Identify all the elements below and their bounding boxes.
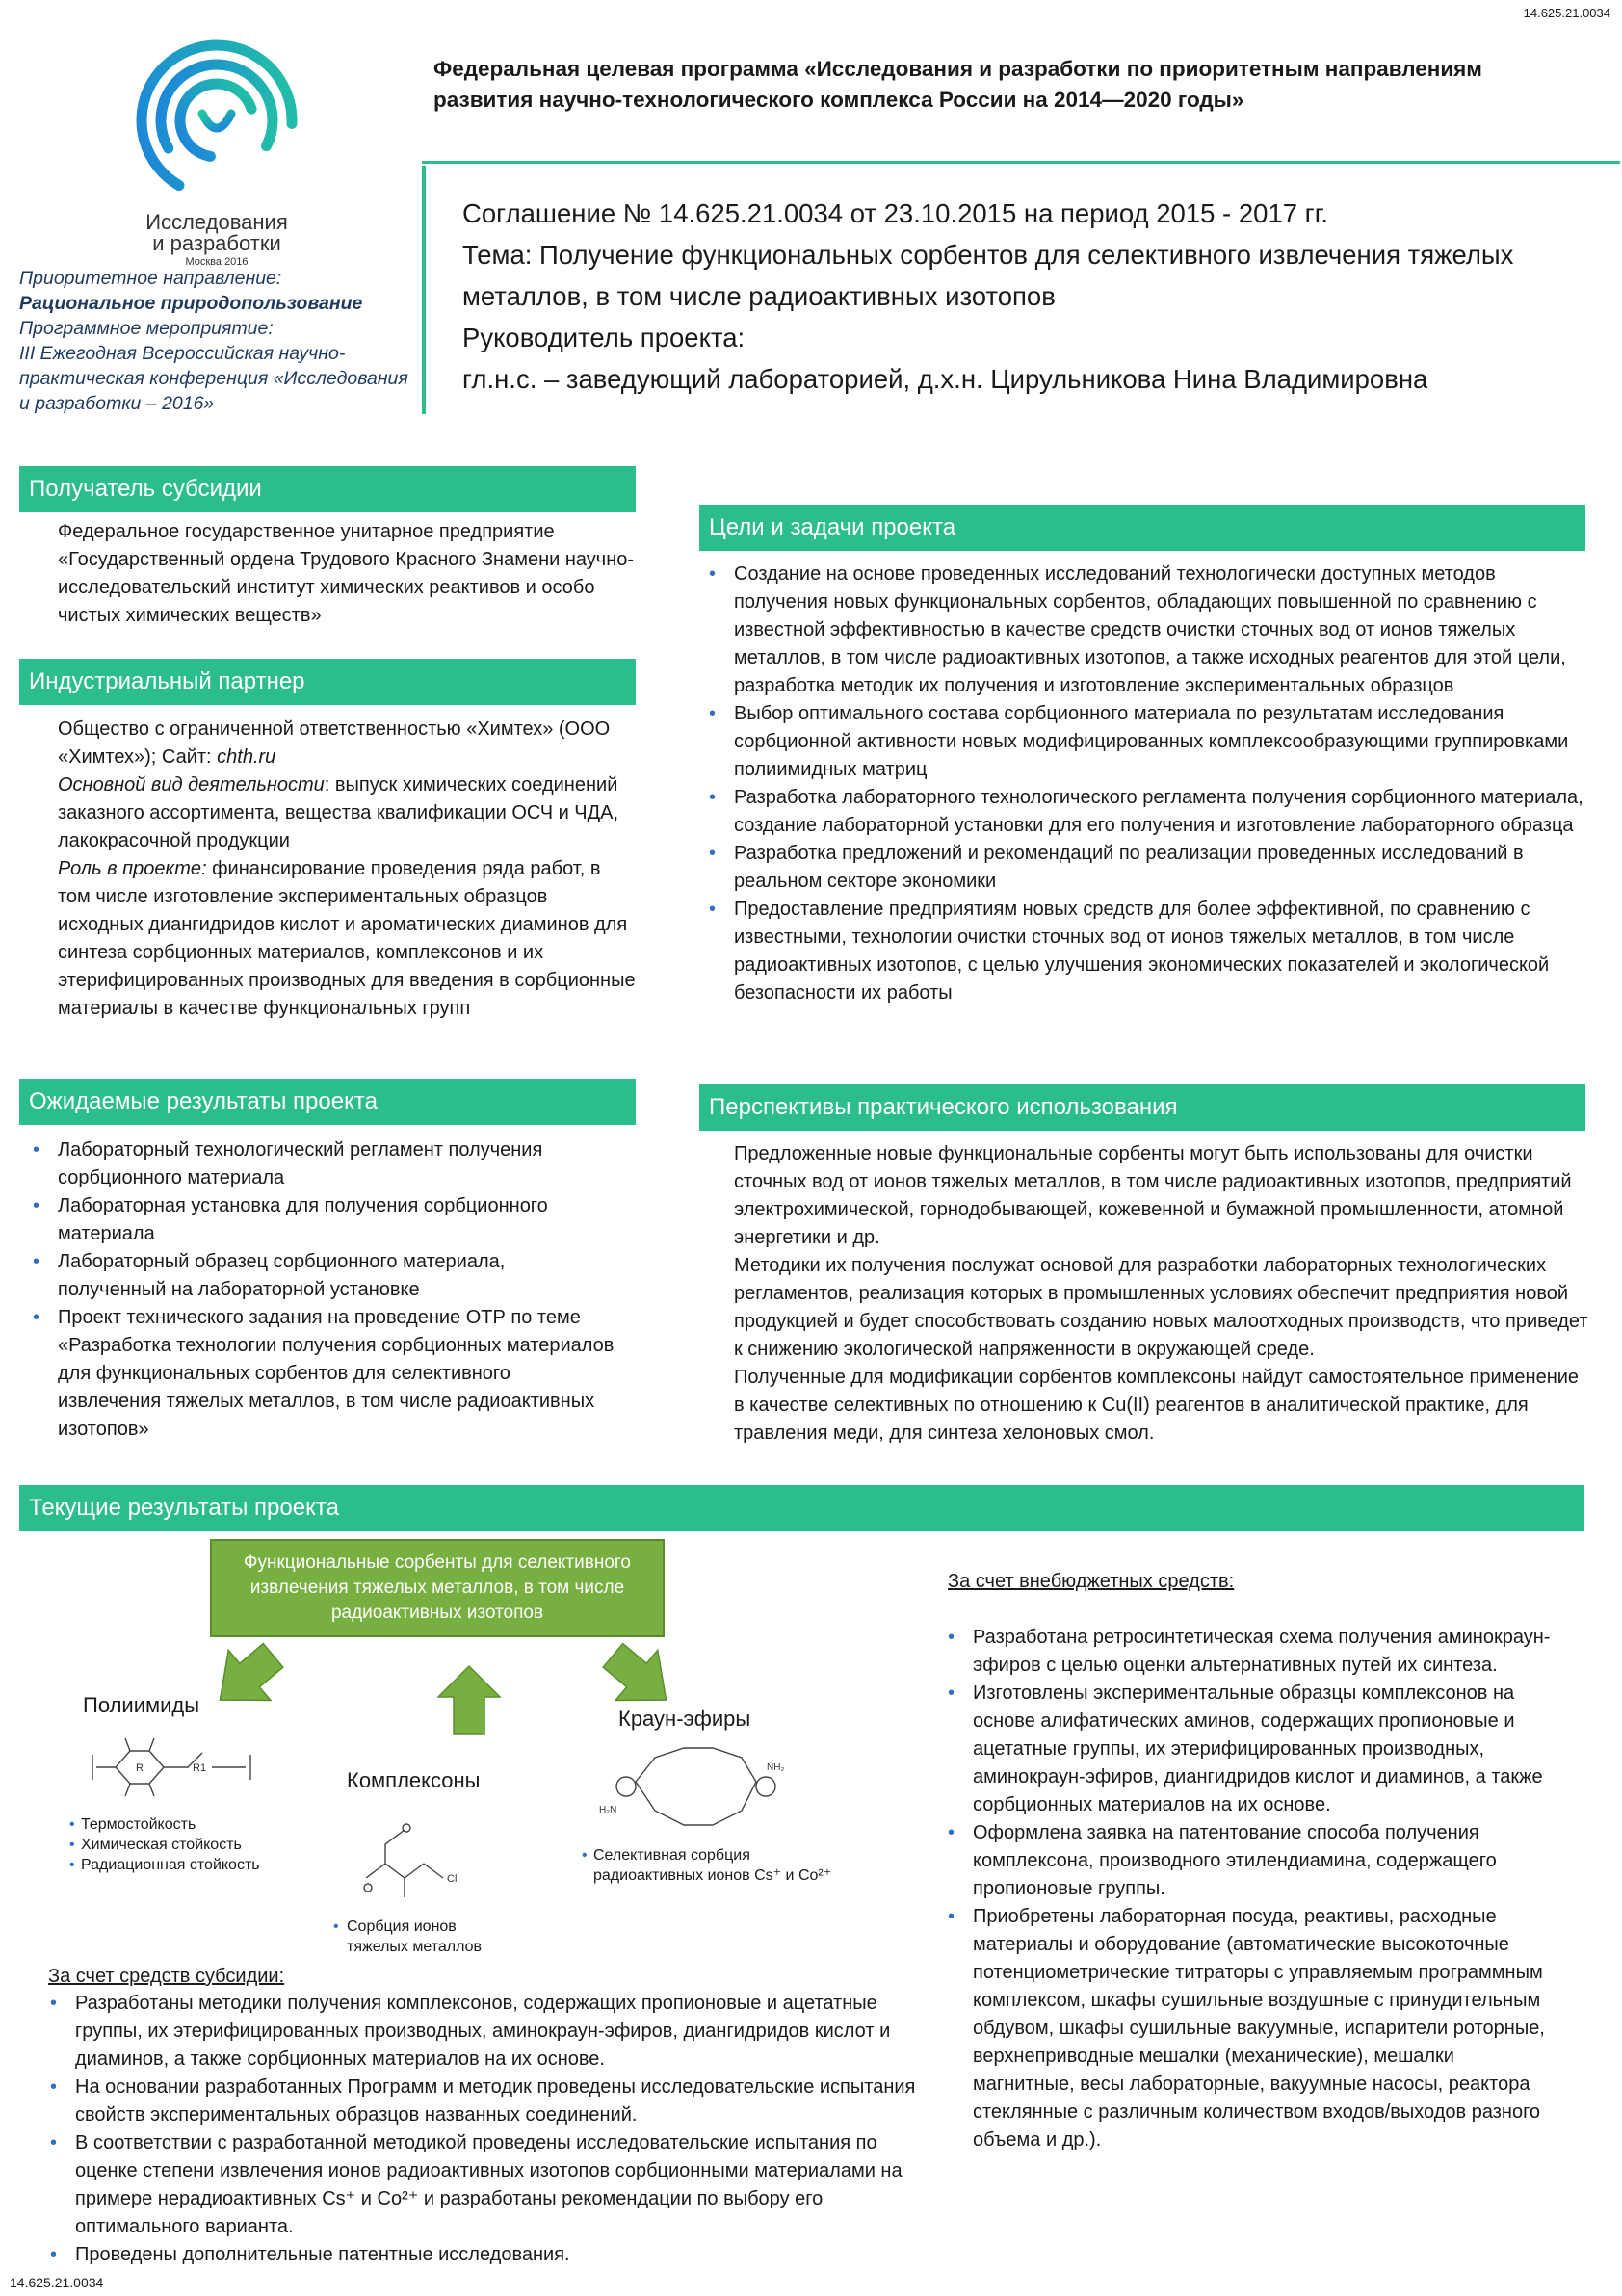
partner-role-text: финансирование проведения ряда работ, в том числе изготовление экспериментальных образцов исходных диангидридов кислот и ароматических диаминов для синтеза сорбционных материалов, комплексонов и их этерифицированных производных для введения в сорбционные материалы в качестве функциональных групп: [58, 858, 636, 1019]
partner-text: [58, 716, 636, 1023]
event-label: Программное мероприятие:: [19, 318, 274, 339]
goals-body: [695, 561, 1591, 1007]
partner-role-label: Роль в проекте:: [58, 858, 207, 879]
intro-block: [19, 266, 424, 416]
arrow-left-icon: [199, 1637, 295, 1725]
priority-value: Рациональное природопользование: [19, 293, 363, 314]
complexone-note-item: • Сорбция ионов тяжелых металлов: [320, 1917, 512, 1957]
goal-item: • Создание на основе проведенных исследований технологически доступных методов получения новых функциональных сорбентов, обладающих повышенной по сравнению с известной эффективностью в качестве средств очистки сточных вод от ионов тяжелых металлов, в том числе радиоактивных изотопов, а также исходных реагентов для этой цели, разработка методик их получения и изготовление экспериментальных образцов: [695, 561, 1591, 700]
prospects-paragraph-3: Полученные для модификации сорбентов комплексоны найдут самостоятельное применение в качестве селективных по отношению к Cu(II) реагентов в аналитической практике, для травления меди, для синтеза хелоновых смол.: [734, 1367, 1580, 1444]
event-value: III Ежегодная Всероссийская научно-практическая конференция «Исследования и разработки – 2016»: [19, 343, 408, 414]
extra-item: • Оформлена заявка на патентование способа получения комплексона, производного этилендиамина, содержащего пропионовые группы.: [934, 1819, 1560, 1903]
program-title: Федеральная целевая программа «Исследования и разработки по приоритетным направлениям развития научно-технологического комплекса России на 2014—2020 годы»: [433, 57, 1482, 112]
agreement-line-2: Тема: Получение функциональных сорбентов для селективного извлечения тяжелых: [462, 240, 1514, 270]
document-code-top: 14.625.21.0034: [1523, 6, 1610, 20]
polyimide-structure-icon: [67, 1724, 260, 1811]
goal-item: • Разработка предложений и рекомендаций по реализации проведенных исследований в реальном секторе экономики: [695, 840, 1591, 896]
crown-note-item: • Селективная сорбция радиоактивных ионов Cs⁺ и Co²⁺: [568, 1845, 848, 1886]
logo: [125, 37, 308, 268]
logo-line1: Исследования: [145, 210, 288, 234]
crown-ether-structure-icon: [597, 1734, 790, 1839]
crown-nh2-label: NH₂: [767, 1762, 785, 1773]
agreement-line-5: гл.н.с. – заведующий лабораторией, д.х.н. Цирульникова Нина Владимировна: [462, 364, 1428, 394]
partner-site-link[interactable]: chth.ru: [217, 746, 276, 768]
logo-line3: Москва 2016: [185, 256, 249, 268]
document-code-bottom: 14.625.21.0034: [10, 2275, 104, 2290]
extra-body: [934, 1624, 1560, 2154]
goals-header: Цели и задачи проекта: [699, 505, 1585, 551]
extra-item: • Приобретены лабораторная посуда, реактивы, расходные материалы и оборудование (автоматические высокоточные потенциометрические титраторы с управляемым программным комплексом, шкафы сушильные воздушные с принудительным обдувом, шкафы сушильные вакуумные, испарители роторные, верхнеприводные мешалки (механические), мешалки магнитные, весы лабораторные, вакуумные насосы, реактора стеклянные с различным количеством входов/выходов разного объема и др.).: [934, 1903, 1560, 2154]
polyimide-note: • Химическая стойкость: [56, 1835, 306, 1855]
complexone-structure-icon: [347, 1811, 482, 1907]
polyimide-note: • Термостойкость: [56, 1814, 306, 1835]
logo-line2: и разработки: [152, 231, 281, 255]
subsidy-item: • В соответствии с разработанной методикой проведены исследовательские испытания по оценке степени извлечения ионов радиоактивных изотопов сорбционными материалами на примере нерадиоактивных Cs⁺ и Co²⁺ и разработаны рекомендации по выбору его оптимального варианта.: [37, 2129, 932, 2241]
goal-item: • Разработка лабораторного технологического регламента получения сорбционного материала, создание лабораторной установки для его получения и изготовление лабораторного образца: [695, 784, 1591, 840]
goal-item: • Выбор оптимального состава сорбционного материала по результатам исследования сорбционной активности новых модифицированных комплексообразующими группировками полиимидных матриц: [695, 700, 1591, 784]
polyimide-r1-label: R1: [193, 1762, 207, 1774]
expected-item: • Лабораторная установка для получения сорбционного материала: [19, 1192, 616, 1248]
expected-header: Ожидаемые результаты проекта: [19, 1079, 636, 1125]
recipient-header: Получатель субсидии: [19, 466, 636, 512]
subsidy-body: [37, 1990, 932, 2269]
priority-label: Приоритетное направление:: [19, 268, 282, 289]
header-rule-top: [422, 161, 1620, 164]
polyimide-note: • Радиационная стойкость: [56, 1855, 306, 1875]
agreement-block: [462, 193, 1609, 400]
polyimide-notes: [56, 1814, 306, 1875]
diagram-center-box: Функциональные сорбенты для селективного извлечения тяжелых металлов, в том числе радиоактивных изотопов: [210, 1539, 665, 1637]
prospects-paragraph-1: Предложенные новые функциональные сорбенты могут быть использованы для очистки сточных вод от ионов тяжелых металлов, в том числе радиоактивных изотопов, предприятий электрохимической, горнодобывающей, кожевенной и бумажной промышленности, атомной энергетики и др.: [734, 1143, 1572, 1248]
partner-activity-label: Основной вид деятельности: [58, 774, 325, 796]
polyimide-r-label: R: [136, 1762, 144, 1774]
subsidy-item: • На основании разработанных Программ и методик проведены исследовательские испытания свойств экспериментальных образцов названных соединений.: [37, 2074, 932, 2129]
logo-rings-icon: [125, 37, 308, 205]
prospects-body: [734, 1140, 1591, 1448]
prospects-header: Перспективы практического использования: [699, 1084, 1585, 1131]
extra-item: • Изготовлены экспериментальные образцы комплексонов на основе алифатических аминов, содержащих пропионовые и ацетатные группы, их этерифицированных производных, аминокраун-эфиров, диангидридов кислот и диаминов, а также сорбционных материалов на их основе.: [934, 1680, 1560, 1819]
crown-note: [568, 1845, 848, 1886]
arrow-up-icon: [438, 1666, 500, 1734]
complexone-cl-label: Cl: [447, 1873, 458, 1885]
partner-header: Индустриальный партнер: [19, 659, 636, 705]
goal-item: • Предоставление предприятиям новых средств для более эффективной, по сравнению с известными, технологии очистки сточных вод от ионов тяжелых металлов, в том числе радиоактивных изотопов, с целью улучшения экономических показателей и экологической безопасности их работы: [695, 896, 1591, 1007]
crown-h2n-label: H₂N: [599, 1805, 617, 1815]
partner-org: Общество с ограниченной ответственностью «Химтех» (ООО «Химтех»); Сайт:: [58, 718, 611, 768]
polyimides-label: Полиимиды: [83, 1693, 200, 1717]
subsidy-item: • Проведены дополнительные патентные исследования.: [37, 2241, 932, 2269]
agreement-line-1: Соглашение № 14.625.21.0034 от 23.10.2015 на период 2015 - 2017 гг.: [462, 198, 1329, 228]
expected-item: • Лабораторный технологический регламент получения сорбционного материала: [19, 1136, 616, 1192]
extra-item: • Разработана ретросинтетическая схема получения аминокраун-эфиров с целью оценки альтернативных путей их синтеза.: [934, 1624, 1560, 1680]
expected-body: [19, 1136, 616, 1444]
complexone-note: [320, 1917, 512, 1957]
current-header: Текущие результаты проекта: [19, 1485, 1584, 1531]
partner-activity-text: : выпуск химических соединений заказного ассортимента, вещества квалификации ОСЧ и ЧДА, лакокрасочной продукции: [58, 774, 619, 851]
prospects-paragraph-2: Методики их получения послужат основой для разработки лабораторных технологических регламентов, реализация которых в промышленных условиях обеспечит предприятия новой продукцией и будет способствовать созданию новых малоотходных производств, что приведет к снижению экологической напряженности в окружающей среде.: [734, 1255, 1588, 1360]
expected-item: • Проект технического задания на проведение ОТР по теме «Разработка технологии получения сорбционных материалов для функциональных сорбентов для селективного извлечения тяжелых металлов, в том числе радиоактивных изотопов»: [19, 1304, 616, 1444]
crown-ethers-label: Краун-эфиры: [618, 1707, 751, 1731]
extra-title: За счет внебюджетных средств:: [948, 1571, 1235, 1592]
recipient-text: Федеральное государственное унитарное предприятие «Государственный ордена Трудового Красного Знамени научно-исследовательский институт химических реактивов и особо чистых химических веществ»: [58, 521, 635, 626]
agreement-line-4: Руководитель проекта:: [462, 323, 746, 352]
complexones-label: Комплексоны: [347, 1768, 481, 1792]
subsidy-title: За счет средств субсидии:: [48, 1966, 285, 1987]
subsidy-item: • Разработаны методики получения комплексонов, содержащих пропионовые и ацетатные группы, их этерифицированных производных, аминокраун-эфиров, диангидридов кислот и диаминов, а также сорбционных материалов на их основе.: [37, 1990, 932, 2074]
expected-item: • Лабораторный образец сорбционного материала, полученный на лабораторной установке: [19, 1248, 616, 1304]
agreement-line-3: металлов, в том числе радиоактивных изотопов: [462, 281, 1056, 311]
